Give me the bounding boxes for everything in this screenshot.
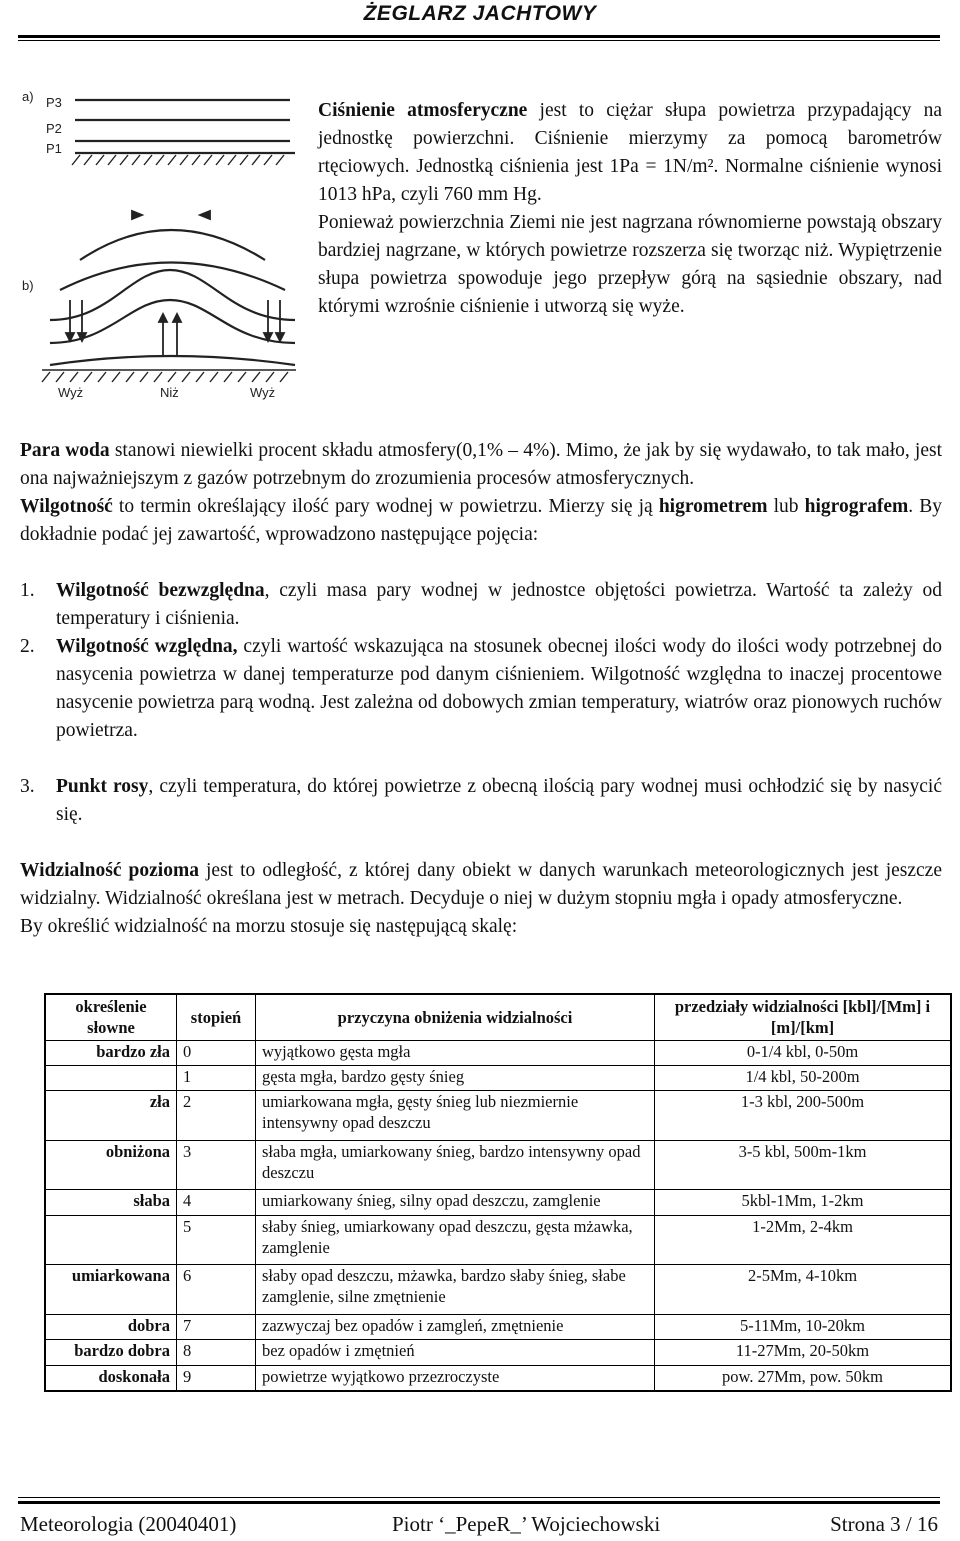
row-range: 0-1/4 kbl, 0-50m — [655, 1040, 952, 1065]
row-degree: 4 — [177, 1190, 256, 1215]
term-humidity: Wilgotność — [20, 496, 113, 517]
row-range: 11-27Mm, 20-50km — [655, 1340, 952, 1365]
table-header-range: przedziały widzialności [kbl]/[Mm] i [m]/[km] — [655, 994, 952, 1040]
row-range: 5kbl-1Mm, 1-2km — [655, 1190, 952, 1215]
row-cause: słaba mgła, umiarkowany śnieg, bardzo intensywny opad deszczu — [256, 1140, 655, 1190]
row-degree: 3 — [177, 1140, 256, 1190]
table-row — [45, 1314, 951, 1339]
humidity-text-a: to termin określający ilość pary wodnej w powietrzu. Mierzy się ją — [112, 496, 659, 517]
row-range: 1/4 kbl, 50-200m — [655, 1065, 952, 1090]
row-degree: 6 — [177, 1265, 256, 1315]
row-range: 3-5 kbl, 500m-1km — [655, 1140, 952, 1190]
list-number: 1. — [20, 580, 35, 601]
row-degree: 2 — [177, 1091, 256, 1141]
list-item-text: , czyli masa pary wodnej w jednostce objętości powietrza. Wartość ta zależy od temperatury i ciśnienia. — [56, 580, 942, 629]
list-item-text: , czyli temperatura, do której powietrze z obecną ilością pary wodnej musi ochłodzić się by nasycić się. — [56, 776, 942, 825]
list-item-text: czyli wartość wskazująca na stosunek obecnej ilości wody do ilości wody potrzebnej do nasycenia powietrza w danej temperaturze pod danym ciśnieniem. Wilgotność względna to inaczej procentowe nasycenie powietrza parą wodną. Jest zależna od dobowych zmian temperatury, wiatrów oraz pionowych ruchów powietrza. — [56, 636, 942, 741]
figure-label-p2: P2 — [46, 121, 62, 136]
row-label: bardzo dobra — [45, 1340, 177, 1365]
term-visibility: Widzialność pozioma — [20, 860, 199, 881]
pressure-intro — [318, 97, 942, 321]
list-item — [56, 773, 942, 829]
table-row — [45, 1215, 951, 1265]
table-row — [45, 1190, 951, 1215]
list-item-term: Punkt rosy — [56, 776, 149, 797]
table-header-label: określenie słowne — [45, 994, 177, 1040]
row-cause: powietrze wyjątkowo przezroczyste — [256, 1365, 655, 1391]
term-hygrometer: higrometrem — [658, 496, 768, 517]
row-range: 1-2Mm, 2-4km — [655, 1215, 952, 1265]
water-vapor-text: stanowi niewielki procent składu atmosfery(0,1% – 4%). Mimo, że jak by się wydawało, to tak mało, jest ona najważniejszym z gazów potrzebnym do zrozumienia procesów atmosferycznych. — [20, 440, 942, 489]
term-hygrograph: higrografem — [804, 496, 909, 517]
row-degree: 1 — [177, 1065, 256, 1090]
visibility-text: jest to odległość, z której dany obiekt w danych warunkach meteorologicznych jest jeszcze widzialny. Widzialność określana jest w metrach. Decyduje o niej w dużym stopniu mgła i opady atmosferyczne. — [20, 860, 942, 909]
row-degree: 9 — [177, 1365, 256, 1391]
row-range: pow. 27Mm, pow. 50km — [655, 1365, 952, 1391]
row-degree: 7 — [177, 1314, 256, 1339]
figure-label-b: b) — [22, 278, 34, 293]
row-label — [45, 1215, 177, 1265]
row-degree: 0 — [177, 1040, 256, 1065]
list-item-term: Wilgotność względna, — [56, 636, 238, 657]
visibility-paragraph — [20, 857, 942, 941]
figure-label-niz: Niż — [160, 385, 179, 400]
row-cause: umiarkowany śnieg, silny opad deszczu, zamglenie — [256, 1190, 655, 1215]
term-water-vapor: Para woda — [20, 440, 110, 461]
table-header-cause: przyczyna obniżenia widzialności — [256, 994, 655, 1040]
row-cause: gęsta mgła, bardzo gęsty śnieg — [256, 1065, 655, 1090]
header-rule-thin — [18, 40, 940, 41]
list-number: 3. — [20, 776, 35, 797]
table-header-degree: stopień — [177, 994, 256, 1040]
table-row — [45, 1040, 951, 1065]
figure-label-wyz-right: Wyż — [250, 385, 276, 400]
pressure-explanation: Ponieważ powierzchnia Ziemi nie jest nagrzana równomierne powstają obszary bardziej nagrzane, w których powietrze rozszerza się tworząc niż. Wypiętrzenie słupa powietrza spowoduje jego przepływ górą na sąsiednie obszary, nad którymi wzrośnie ciśnienie i utworzą się wyże. — [318, 212, 942, 317]
row-label: obniżona — [45, 1140, 177, 1190]
pressure-figure — [20, 85, 305, 405]
figure-label-wyz-left: Wyż — [58, 385, 84, 400]
footer-course: Meteorologia (20040401) — [20, 1512, 237, 1536]
list-item-term: Wilgotność bezwzględna — [56, 580, 265, 601]
row-cause: bez opadów i zmętnień — [256, 1340, 655, 1365]
row-label: bardzo zła — [45, 1040, 177, 1065]
row-range: 2-5Mm, 4-10km — [655, 1265, 952, 1315]
row-degree: 5 — [177, 1215, 256, 1265]
row-label: umiarkowana — [45, 1265, 177, 1315]
list-item — [56, 577, 942, 633]
row-range: 5-11Mm, 10-20km — [655, 1314, 952, 1339]
row-degree: 8 — [177, 1340, 256, 1365]
list-item — [56, 633, 942, 745]
list-number: 2. — [20, 636, 35, 657]
footer-author: Piotr ‘_PepeR_’ Wojciechowski — [392, 1512, 661, 1536]
row-cause: wyjątkowo gęsta mgła — [256, 1040, 655, 1065]
row-cause: słaby opad deszczu, mżawka, bardzo słaby śnieg, słabe zamglenie, silne zmętnienie — [256, 1265, 655, 1315]
footer-rule-thin — [18, 1497, 940, 1498]
visibility-scale-intro: By określić widzialność na morzu stosuje się następującą skalę: — [20, 916, 518, 937]
figure-label-p3: P3 — [46, 95, 62, 110]
row-label: słaba — [45, 1190, 177, 1215]
footer-page-number: Strona 3 / 16 — [830, 1512, 938, 1536]
figure-label-p1: P1 — [46, 141, 62, 156]
row-cause: zazwyczaj bez opadów i zamgleń, zmętnienie — [256, 1314, 655, 1339]
table-row — [45, 1265, 951, 1315]
row-cause: umiarkowana mgła, gęsty śnieg lub niezmiernie intensywny opad deszczu — [256, 1091, 655, 1141]
table-row — [45, 1340, 951, 1365]
row-range: 1-3 kbl, 200-500m — [655, 1091, 952, 1141]
term-pressure: Ciśnienie atmosferyczne — [318, 100, 528, 121]
humidity-text-c: . By dokładnie podać jej zawartość, wprowadzono następujące pojęcia: — [20, 496, 943, 545]
row-label: doskonała — [45, 1365, 177, 1391]
water-vapor-paragraph — [20, 437, 942, 549]
row-label — [45, 1065, 177, 1090]
figure-label-a: a) — [22, 89, 34, 104]
humidity-text-b: lub — [767, 496, 805, 517]
pressure-definition: jest to ciężar słupa powietrza przypadający na jednostkę powierzchni. Ciśnienie mierzymy za pomocą barometrów rtęciowych. Jednostką ciśnienia jest 1Pa = 1N/m². Normalne ciśnienie wynosi 1013 hPa, czyli 760 mm Hg. — [318, 100, 942, 205]
footer-rule — [18, 1501, 940, 1504]
table-row — [45, 1065, 951, 1090]
header-rule — [18, 35, 940, 38]
table-row — [45, 1140, 951, 1190]
row-label: dobra — [45, 1314, 177, 1339]
row-label: zła — [45, 1091, 177, 1141]
row-cause: słaby śnieg, umiarkowany opad deszczu, gęsta mżawka, zamglenie — [256, 1215, 655, 1265]
page-header-title: ŻEGLARZ JACHTOWY — [363, 2, 597, 25]
visibility-scale-table — [44, 993, 952, 1392]
table-row — [45, 1365, 951, 1391]
table-row — [45, 1091, 951, 1141]
